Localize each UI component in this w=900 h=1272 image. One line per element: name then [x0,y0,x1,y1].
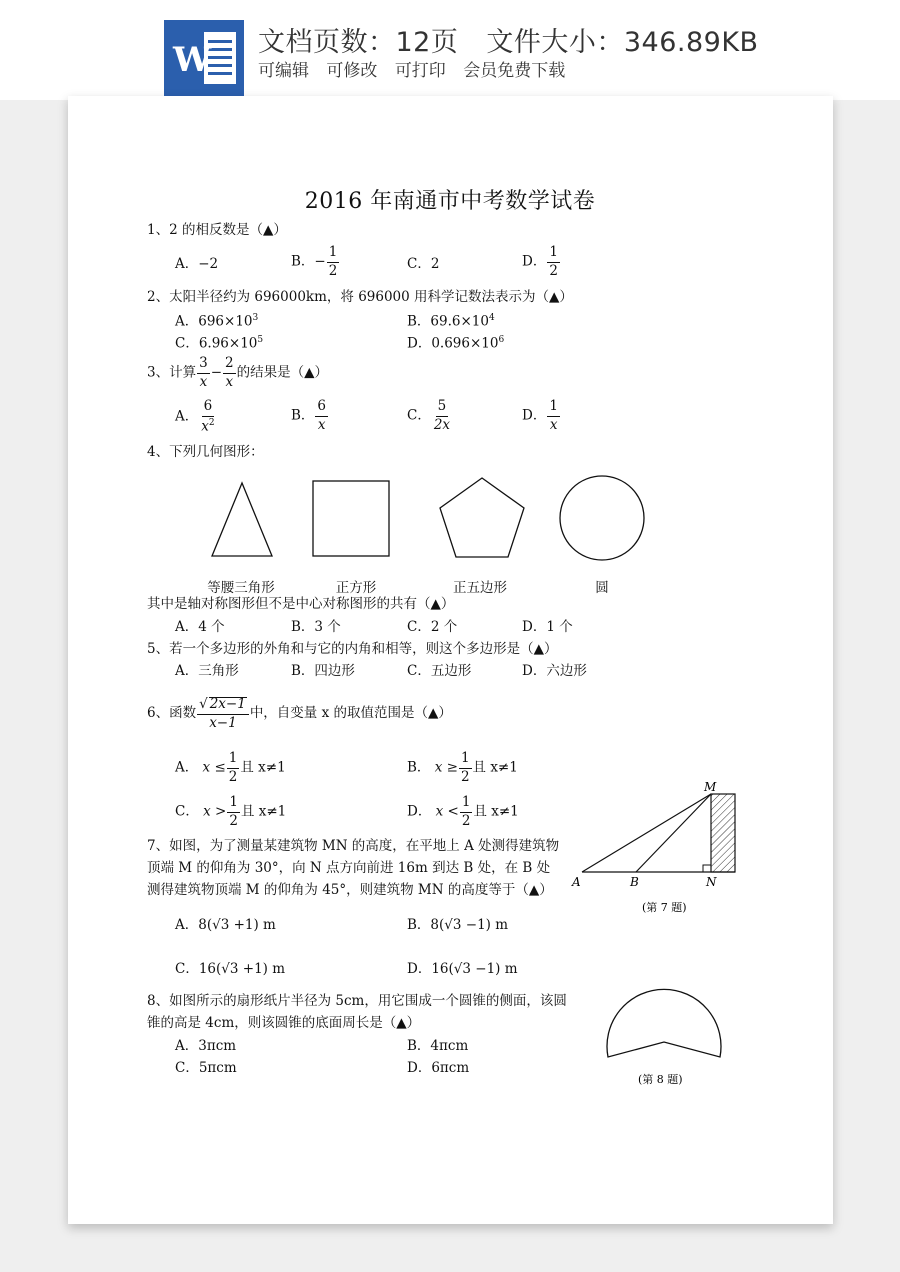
q2-option-b [407,314,495,329]
q7-line2: 顶端 M 的仰角为 30°，向 N 点方向前进 16m 到达 B 处，在 B 处 [147,860,551,876]
frac-den: 2 [328,262,338,279]
q6-option-a-relation: x ≤ [202,759,226,776]
frac-den: x [549,416,558,433]
point-m-label: M [704,780,717,794]
q6-option-c-label: C． [175,803,199,820]
q6-denominator: x−1 [209,714,237,731]
frac-num: 3 [197,357,210,374]
q6-option-d-label: D． [407,803,432,820]
q7-option-a: A．8(√3 +1) m [175,917,276,933]
q6-option-c-relation: x > [203,803,227,820]
q3-option-b [291,400,329,432]
label-isosceles-triangle: 等腰三角形 [207,580,275,596]
q6-option-d-tail: 且 x≠1 [473,803,519,820]
point-n-label: N [706,875,717,889]
frac-den: 2 [461,812,471,829]
q2-option-b-exp: 4 [488,313,495,323]
q3-stem-post: 的结果是（▲） [236,364,328,381]
q3-option-c [407,400,453,432]
q6-option-d-relation: x < [435,803,459,820]
frac-num: 1 [547,246,560,263]
sector-shape [607,989,721,1057]
q6-option-b-relation: x ≥ [434,759,458,776]
q2-option-d [407,336,504,351]
q3-option-b-label: B． [291,407,315,424]
label-circle: 圆 [595,580,609,596]
frac-num: 1 [327,246,340,263]
frac-num: 1 [227,752,240,769]
q5-option-d: D．六边形 [522,663,587,679]
frac-den: 2 [460,768,470,785]
q5-option-c: C．五边形 [407,663,472,679]
q2-option-a-exp: 3 [252,313,259,323]
q8-figure-caption: (第 8 题) [638,1073,683,1086]
point-a-label: A [572,875,581,889]
q1-option-d [522,246,561,278]
circle-shape [560,476,644,560]
q4-option-a: A．4 个 [175,619,225,635]
q8-figure [596,985,732,1089]
q6-stem: 6、函数 $\frac{√ 2x-1}{x-1}$ 中，自变量 x 的取值范围是（▲） [147,696,452,731]
q7-option-b: B．8(√3 −1) m [407,917,509,933]
q7-option-d: D．16(√3 −1) m [407,961,518,977]
frac-num: 1 [460,796,473,813]
frac-den: x [199,373,208,390]
frac-den: 2 [229,812,238,829]
q2-stem: 2、太阳半径约为 696000km，将 696000 用科学记数法表示为（▲） [147,289,573,305]
header-banner [0,0,900,100]
minus-sign: − [210,364,222,381]
q8-option-b: B．4πcm [407,1038,469,1054]
feature-printable: 可打印 [394,61,446,81]
q6-option-c [175,796,286,828]
q1-option-a: A．−2 [175,256,219,272]
q3-option-a [175,400,218,434]
feature-editable: 可编辑 [258,61,309,81]
q7-figure-caption: (第 7 题) [642,901,687,914]
q2-option-a-base: A．696×10 [175,313,253,330]
q3-stem [147,357,328,389]
frac-den: x [317,416,326,433]
q4-stem2: 其中是轴对称图形但不是中心对称图形的共有（▲） [147,596,455,612]
pentagon-shape [440,478,524,557]
banner-title [258,20,759,59]
feature-modifiable: 可修改 [326,61,378,81]
q3-option-a-label: A． [175,408,199,425]
frac-num: 1 [459,752,472,769]
q1-option-d-label: D． [522,253,547,270]
frac-num: 1 [227,796,240,813]
building-shape [711,794,735,872]
q3-option-d [522,400,561,432]
label-pentagon: 正五边形 [453,580,507,596]
q2-option-a [175,314,258,329]
q6-option-d [407,796,519,828]
q6-option-a-tail: 且 x≠1 [240,759,286,776]
q4-option-b: B．3 个 [291,619,341,635]
banner-features [258,56,577,81]
q4-shapes [200,470,660,570]
page-title: 2016 年南通市中考数学试卷 [304,189,596,214]
page-count: 文档页数：12页 [258,27,459,58]
word-icon-letter: W [173,40,212,80]
frac-den: x [225,373,234,390]
word-icon [164,20,244,96]
q1-option-c: C．2 [407,256,440,272]
q1-stem: 1、2 的相反数是（▲） [147,222,287,238]
q1-option-b-label: B．− [291,253,326,270]
q6-option-a [175,752,286,784]
frac-num: 2 [223,357,236,374]
point-b-label: B [630,875,639,889]
q5-stem: 5、若一个多边形的外角和与它的内角和相等，则这个多边形是（▲） [147,641,558,657]
q8-option-d: D．6πcm [407,1060,470,1076]
frac-num: 1 [547,400,560,417]
q2-option-b-base: B．69.6×10 [407,313,489,330]
q8-option-a: A．3πcm [175,1038,237,1054]
q3-option-c-label: C． [407,407,431,424]
q6-stem-pre: 6、函数 [147,705,197,721]
q7-line3: 测得建筑物顶端 M 的仰角为 45°，则建筑物 MN 的高度等于（▲） [147,882,553,898]
isosceles-triangle-shape [212,483,272,556]
q4-stem: 4、下列几何图形： [147,444,264,460]
frac-den: 2 [549,262,558,279]
frac-den: 2 [228,768,238,785]
q6-radicand: 2x−1 [209,696,246,712]
frac-den-exp: 2 [208,417,215,428]
q8-line1: 8、如图所示的扇形纸片半径为 5cm，用它围成一个圆锥的侧面，该圆 [147,993,567,1009]
frac-num: 5 [436,400,449,417]
q6-option-b-tail: 且 x≠1 [472,759,518,776]
q5-option-b: B．四边形 [291,663,355,679]
q5-option-a: A．三角形 [175,663,239,679]
square-shape [313,481,389,556]
q6-stem-post: 中，自变量 x 的取值范围是（▲） [249,705,452,721]
label-square: 正方形 [335,580,377,596]
q4-option-d: D．1 个 [522,619,573,635]
frac-num: 6 [202,400,215,417]
q2-option-c-base: C．6.96×10 [175,335,258,352]
q1-option-b [291,246,340,278]
q6-option-c-tail: 且 x≠1 [240,803,287,820]
q3-option-d-label: D． [522,407,547,424]
feature-free-download: 会员免费下载 [463,61,566,81]
q6-option-a-label: A． [175,759,199,776]
right-angle-mark [703,865,711,872]
q2-option-c [175,336,263,351]
q7-line1: 7、如图，为了测量某建筑物 MN 的高度，在平地上 A 处测得建筑物 [147,838,560,854]
q7-option-c: C．16(√3 +1) m [175,961,286,977]
frac-den: 2x [433,416,451,433]
q7-figure [566,778,750,918]
frac-den: x [201,418,209,434]
q6-option-b [407,752,518,784]
q2-option-d-exp: 6 [498,335,505,345]
frac-num: 6 [315,400,328,417]
q2-option-c-exp: 5 [257,335,264,345]
q6-option-b-label: B． [407,759,431,776]
q2-option-d-base: D．0.696×10 [407,335,499,352]
q8-option-c: C．5πcm [175,1060,237,1076]
file-size: 文件大小：346.89KB [486,27,759,58]
q8-line2: 锥的高是 4cm，则该圆锥的底面周长是（▲） [147,1015,421,1031]
q3-stem-pre: 3、计算 [147,364,197,381]
q4-option-c: C．2 个 [407,619,458,635]
